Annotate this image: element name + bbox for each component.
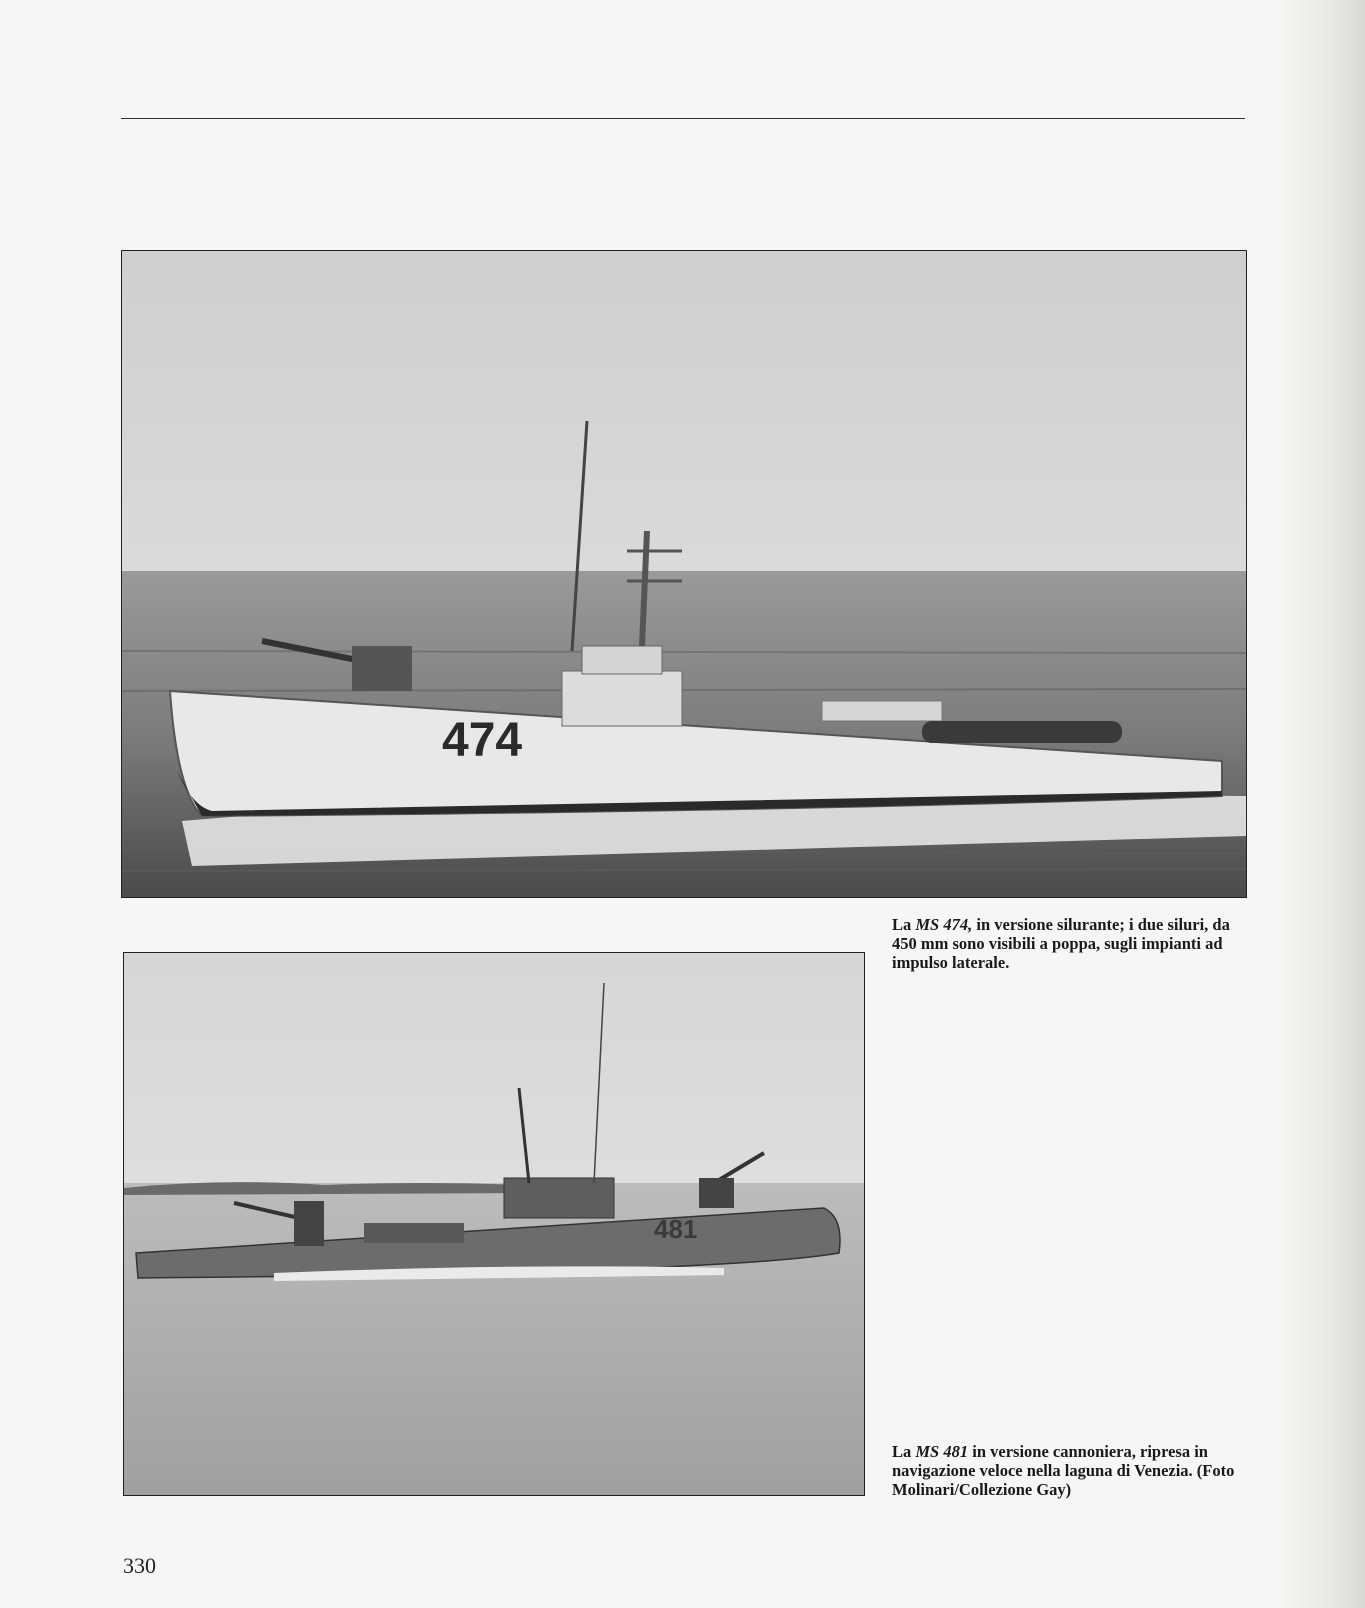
caption-vessel-name: MS 474, — [915, 915, 973, 934]
caption-prefix: La — [892, 915, 916, 934]
photo-caption-ms-474 — [892, 915, 1252, 972]
hull-number-474: 474 — [442, 714, 523, 767]
caption-vessel-name: MS 481 — [915, 1442, 969, 1461]
photo-ms-474 — [121, 250, 1247, 898]
photo-caption-ms-481 — [892, 1442, 1252, 1499]
hull-number-481: 481 — [654, 1214, 698, 1244]
page-number: 330 — [123, 1553, 156, 1578]
photo-ms-481 — [123, 952, 865, 1496]
caption-text: in versione silurante; i due siluri, da 450 mm sono visibili a poppa, sugli impianti ad impulso laterale. — [892, 915, 1230, 972]
caption-text: in versione cannoniera, ripresa in navigazione veloce nella laguna di Venezia. (Foto Molinari/Collezione Gay) — [892, 1442, 1235, 1499]
header-rule — [121, 118, 1245, 119]
caption-prefix: La — [892, 1442, 916, 1461]
page-edge-shadow — [1280, 0, 1365, 1608]
